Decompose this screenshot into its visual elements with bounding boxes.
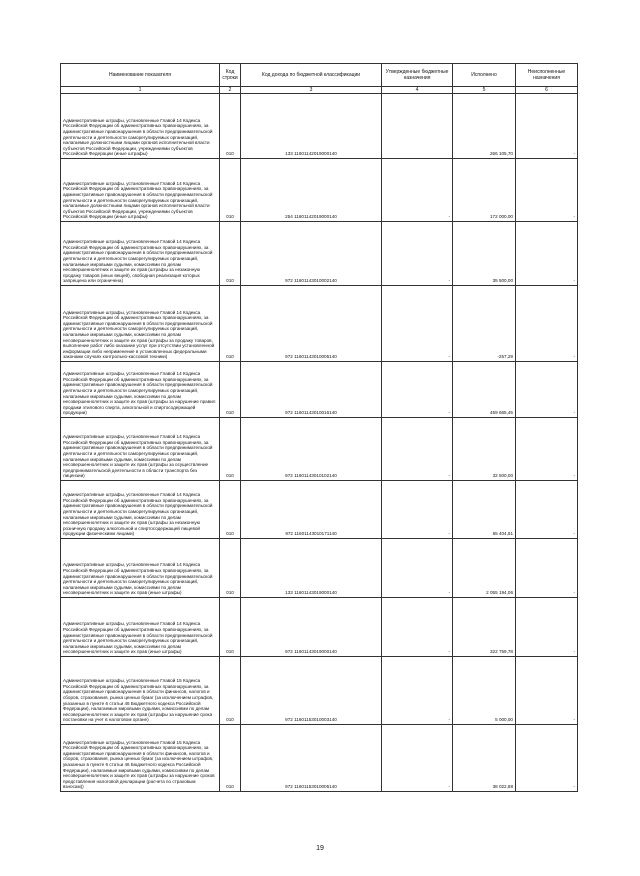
row-unexecuted: - [516, 362, 578, 418]
table-row [61, 94, 578, 159]
row-line-code: 010 [220, 539, 241, 598]
row-name: Административные штрафы, установленные Главой 14 Кодекса Российской Федерации об административных правонарушениях, за административные правонарушения в области предпринимательской деятельности и деятельности саморегулируемых организаций, налагаемые должностными лицами органов исполнительной власти субъектов Российской Федерации, учреждениями субъектов Российской Федерации (иные штрафы) [61, 94, 220, 159]
row-unexecuted: - [516, 286, 578, 362]
table-row [61, 286, 578, 362]
header-income-code: Код дохода по бюджетной классификации [241, 64, 382, 87]
row-income-code: 972 11601143010002140 [241, 222, 382, 286]
row-name: Административные штрафы, установленные Главой 14 Кодекса Российской Федерации об административных правонарушениях, за административные правонарушения в области предпринимательской деятельности и деятельности саморегулируемых организаций, налагаемые мировыми судьями, комиссиями по делам несовершеннолетних и защите их прав (иные штрафы) [61, 598, 220, 657]
row-unexecuted: - [516, 481, 578, 539]
row-approved: - [382, 418, 453, 481]
row-executed: 2 055 194,06 [453, 539, 516, 598]
row-unexecuted: - [516, 94, 578, 159]
row-line-code: 010 [220, 159, 241, 222]
row-name: Административные штрафы, установленные Главой 14 Кодекса Российской Федерации об административных правонарушениях, за административные правонарушения в области предпринимательской деятельности и деятельности саморегулируемых организаций, налагаемые мировыми судьями, комиссиями по делам несовершеннолетних и защите их прав (штрафы за незаконную розничную продажу алкогольной и спиртосодержащей пищевой продукции физическими лицами) [61, 481, 220, 539]
row-name: Административные штрафы, установленные Главой 14 Кодекса Российской Федерации об административных правонарушениях, за административные правонарушения в области предпринимательской деятельности и деятельности саморегулируемых организаций, налагаемые мировыми судьями, комиссиями по делам несовершеннолетних и защите их прав (штрафы за продажу товаров, выполнение работ либо оказание услуг при отсутствии установленной информации либо неприменение в установленных федеральными законами случаях контрольно-кассовой техники) [61, 286, 220, 362]
header-unexecuted: Неисполненные назначения [516, 64, 578, 87]
column-number: 2 [220, 87, 241, 94]
column-number: 4 [382, 87, 453, 94]
row-unexecuted: - [516, 657, 578, 725]
table-row [61, 222, 578, 286]
row-approved: - [382, 159, 453, 222]
row-line-code: 010 [220, 362, 241, 418]
row-unexecuted: - [516, 159, 578, 222]
row-income-code: 254 11601142019000140 [241, 159, 382, 222]
row-approved: - [382, 725, 453, 792]
table-row [61, 362, 578, 418]
row-line-code: 010 [220, 481, 241, 539]
row-line-code: 010 [220, 598, 241, 657]
row-income-code: 972 11601143010005140 [241, 286, 382, 362]
row-executed: 32 500,00 [453, 418, 516, 481]
row-income-code: 133 11601142019000140 [241, 94, 382, 159]
row-line-code: 010 [220, 725, 241, 792]
row-unexecuted: - [516, 222, 578, 286]
row-line-code: 010 [220, 94, 241, 159]
table-row [61, 481, 578, 539]
row-executed: -257,29 [453, 286, 516, 362]
row-approved: - [382, 362, 453, 418]
row-name: Административные штрафы, установленные Главой 15 Кодекса Российской Федерации об административных правонарушениях, за административные правонарушения в области финансов, налогов и сборов, страхования, рынка ценных бумаг (за исключением штрафов, указанных в пункте 6 статьи 46 Бюджетного кодекса Российской Федерации), налагаемые мировыми судьями, комиссиями по делам несовершеннолетних и защите их прав (штрафы за нарушение срока постановки на учет в налоговом органе) [61, 657, 220, 725]
budget-income-table [60, 63, 578, 792]
row-unexecuted: - [516, 539, 578, 598]
column-number: 1 [61, 87, 220, 94]
header-name: Наименование показателя [61, 64, 220, 87]
row-approved: - [382, 657, 453, 725]
row-name: Административные штрафы, установленные Главой 14 Кодекса Российской Федерации об административных правонарушениях, за административные правонарушения в области предпринимательской деятельности и деятельности саморегулируемых организаций, налагаемые мировыми судьями, комиссиями по делам несовершеннолетних и защите их прав (иные штрафы) [61, 539, 220, 598]
row-line-code: 010 [220, 418, 241, 481]
page-number: 19 [316, 845, 324, 852]
row-income-code: 972 11601153010005140 [241, 725, 382, 792]
column-number-row [61, 87, 578, 94]
row-line-code: 010 [220, 286, 241, 362]
column-number: 5 [453, 87, 516, 94]
row-approved: - [382, 539, 453, 598]
header-approved: Утвержденные бюджетные назначения [382, 64, 453, 87]
row-income-code: 972 11601143010016140 [241, 362, 382, 418]
header-line-code: Код строки [220, 64, 241, 87]
row-name: Административные штрафы, установленные Главой 14 Кодекса Российской Федерации об административных правонарушениях, за административные правонарушения в области предпринимательской деятельности и деятельности саморегулируемых организаций, налагаемые мировыми судьями, комиссиями по делам несовершеннолетних и защите их прав (штрафы за нарушение правил продажи этилового спирта, алкогольной и спиртосодержащей продукции) [61, 362, 220, 418]
table-header-row [61, 64, 578, 87]
row-income-code: 972 11601153010003140 [241, 657, 382, 725]
row-name: Административные штрафы, установленные Главой 14 Кодекса Российской Федерации об административных правонарушениях, за административные правонарушения в области предпринимательской деятельности и деятельности саморегулируемых организаций, налагаемые мировыми судьями, комиссиями по делам несовершеннолетних и защите их прав (штрафы за осуществление предпринимательской деятельности в области транспорта без лицензии) [61, 418, 220, 481]
row-approved: - [382, 222, 453, 286]
row-income-code: 972 11601143010171140 [241, 481, 382, 539]
row-unexecuted: - [516, 598, 578, 657]
row-name: Административные штрафы, установленные Главой 15 Кодекса Российской Федерации об административных правонарушениях, за административные правонарушения в области финансов, налогов и сборов, страхования, рынка ценных бумаг (за исключением штрафов, указанных в пункте 6 статьи 46 Бюджетного кодекса Российской Федерации), налагаемые мировыми судьями, комиссиями по делам несовершеннолетних и защите их прав (штрафы за нарушение сроков представления налоговой декларации (расчета по страховым взносам)) [61, 725, 220, 792]
row-executed: 172 000,00 [453, 159, 516, 222]
row-income-code: 972 11601143019000140 [241, 598, 382, 657]
column-number: 6 [516, 87, 578, 94]
row-executed: 266 105,70 [453, 94, 516, 159]
header-executed: Исполнено [453, 64, 516, 87]
table-row [61, 418, 578, 481]
row-executed: 5 000,00 [453, 657, 516, 725]
table-row [61, 598, 578, 657]
row-executed: 38 022,88 [453, 725, 516, 792]
row-income-code: 133 11601143019000140 [241, 539, 382, 598]
row-name: Административные штрафы, установленные Главой 14 Кодекса Российской Федерации об административных правонарушениях, за административные правонарушения в области предпринимательской деятельности и деятельности саморегулируемых организаций, налагаемые мировыми судьями, комиссиями по делам несовершеннолетних и защите их прав (штрафы за незаконную продажу товаров (иных вещей), свободная реализация которых запрещена или ограничена) [61, 222, 220, 286]
table-row [61, 657, 578, 725]
row-approved [382, 94, 453, 159]
row-unexecuted: - [516, 418, 578, 481]
row-unexecuted: - [516, 725, 578, 792]
row-approved: - [382, 598, 453, 657]
row-approved: - [382, 481, 453, 539]
row-executed: 35 500,00 [453, 222, 516, 286]
row-line-code: 010 [220, 657, 241, 725]
row-executed: 459 665,45 [453, 362, 516, 418]
row-executed: 322 759,78 [453, 598, 516, 657]
row-executed: 65 404,61 [453, 481, 516, 539]
row-name: Административные штрафы, установленные Главой 14 Кодекса Российской Федерации об административных правонарушениях, за административные правонарушения в области предпринимательской деятельности и деятельности саморегулируемых организаций, налагаемые должностными лицами органов исполнительной власти субъектов Российской Федерации, учреждениями субъектов Российской Федерации (иные штрафы) [61, 159, 220, 222]
table-row [61, 159, 578, 222]
row-approved: - [382, 286, 453, 362]
row-income-code: 972 11601143010102140 [241, 418, 382, 481]
column-number: 3 [241, 87, 382, 94]
table-row [61, 725, 578, 792]
table-row [61, 539, 578, 598]
row-line-code: 010 [220, 222, 241, 286]
